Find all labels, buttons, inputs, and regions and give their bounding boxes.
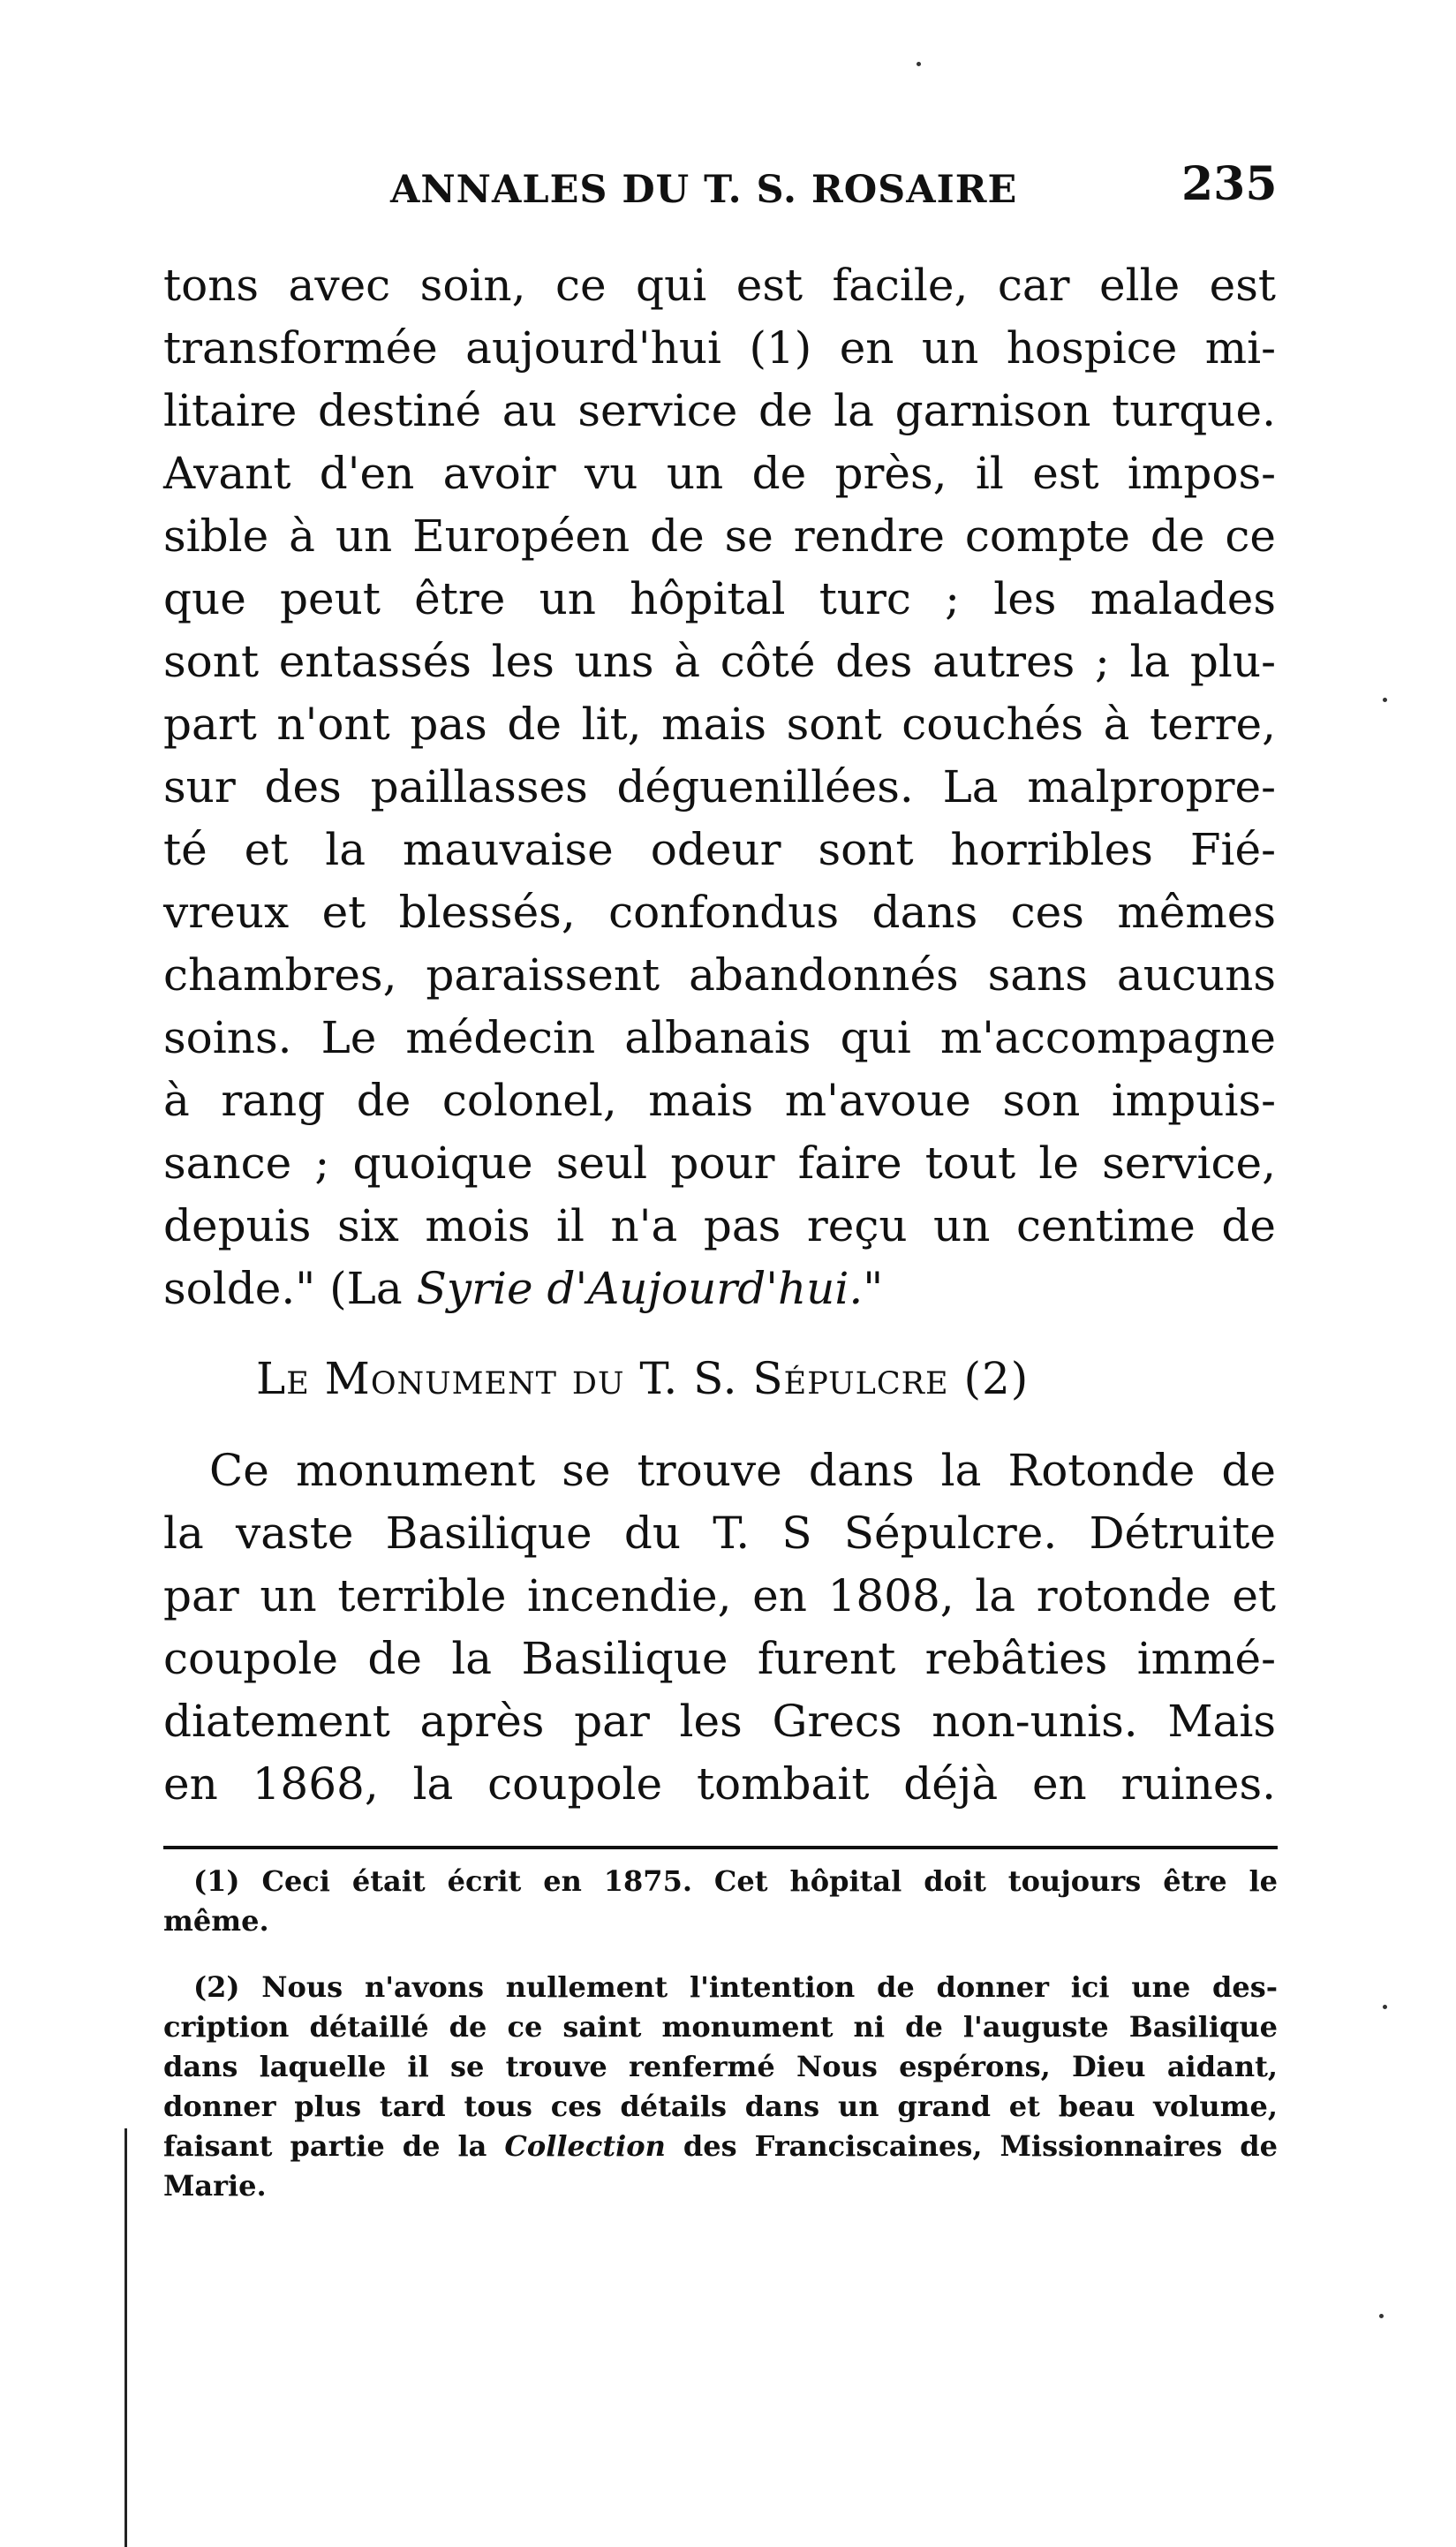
text-line: chambres, paraissent abandonnés sans aucuns [163,949,1276,1001]
citation-suffix: " [863,1263,884,1314]
text-line: tons avec soin, ce qui est facile, car elle est [163,260,1276,311]
text-line: coupole de la Basilique furent rebâties immé- [163,1633,1276,1684]
running-head: ANNALES DU T. S. ROSAIRE [390,168,1018,212]
text-line: sible à un Européen de se rendre compte de ce [163,510,1276,562]
text-line: Ce monument se trouve dans la Rotonde de [209,1445,1276,1496]
citation-prefix: solde." (La [163,1263,417,1314]
footnote-1-line: même. [163,1904,269,1938]
footnote-2-line: cription détaillé de ce saint monument ni de l'auguste Basilique [163,2010,1278,2044]
footnote-text: faisant partie de la [163,2129,505,2163]
text-line: té et la mauvaise odeur sont horribles Fié- [163,824,1276,875]
text-line: sance ; quoique seul pour faire tout le service, [163,1137,1276,1189]
footnote-2-line: Marie. [163,2169,267,2203]
footnote-2-line: (2) Nous n'avons nullement l'intention de donner ici une des- [193,1970,1278,2004]
text-line: par un terrible incendie, en 1808, la rotonde et [163,1570,1276,1621]
paragraph-continued [163,254,1276,1320]
footnote-2-line: donner plus tard tous ces détails dans un grand et beau volume, [163,2090,1278,2123]
paragraph-monument [163,1440,1276,1816]
page-number: 235 [1181,157,1278,211]
text-line: que peut être un hôpital turc ; les malades [163,573,1276,624]
footnotes [163,1862,1278,2206]
text-line: sont entassés les uns à côté des autres ; la plu- [163,636,1276,687]
footnote-1-line: (1) Ceci était écrit en 1875. Cet hôpital doit toujours être le [193,1864,1278,1898]
footnote-2-line [163,2127,1278,2166]
text-line: depuis six mois il n'a pas reçu un centime de [163,1200,1276,1251]
section-heading: Le Monument du T. S. Sépulcre (2) [256,1353,1030,1404]
text-line: part n'ont pas de lit, mais sont couchés à terre, [163,699,1276,750]
scan-speck [1383,2005,1387,2009]
scan-speck [1383,698,1387,702]
text-line: sur des paillasses déguenillées. La malpropre- [163,761,1276,812]
scan-speck [917,62,921,66]
scan-speck [1379,2314,1384,2318]
text-line: litaire destiné au service de la garnison turque. [163,385,1276,436]
text-line: à rang de colonel, mais m'avoue son impuis- [163,1075,1276,1126]
footnote-text: des Franciscaines, Missionnaires de [665,2129,1278,2163]
text-line: soins. Le médecin albanais qui m'accompagne [163,1012,1276,1063]
text-line: Avant d'en avoir vu un de près, il est impos- [163,448,1276,499]
text-line: transformée aujourd'hui (1) en un hospice mi- [163,322,1276,374]
text-line: en 1868, la coupole tombait déjà en ruines. [163,1758,1276,1810]
margin-pencil-line [124,2128,127,2547]
text-line-last [163,1258,1276,1320]
footnote-2-line: dans laquelle il se trouve renfermé Nous espérons, Dieu aidant, [163,2050,1278,2083]
text-line: la vaste Basilique du T. S Sépulcre. Détruite [163,1508,1276,1559]
footnote-italic-title: Collection [504,2129,666,2163]
citation-title: Syrie d'Aujourd'hui. [416,1263,864,1314]
text-line: vreux et blessés, confondus dans ces mêmes [163,887,1276,938]
text-line: diatement après par les Grecs non-unis. Mais [163,1696,1276,1747]
footnote-rule [163,1846,1278,1849]
